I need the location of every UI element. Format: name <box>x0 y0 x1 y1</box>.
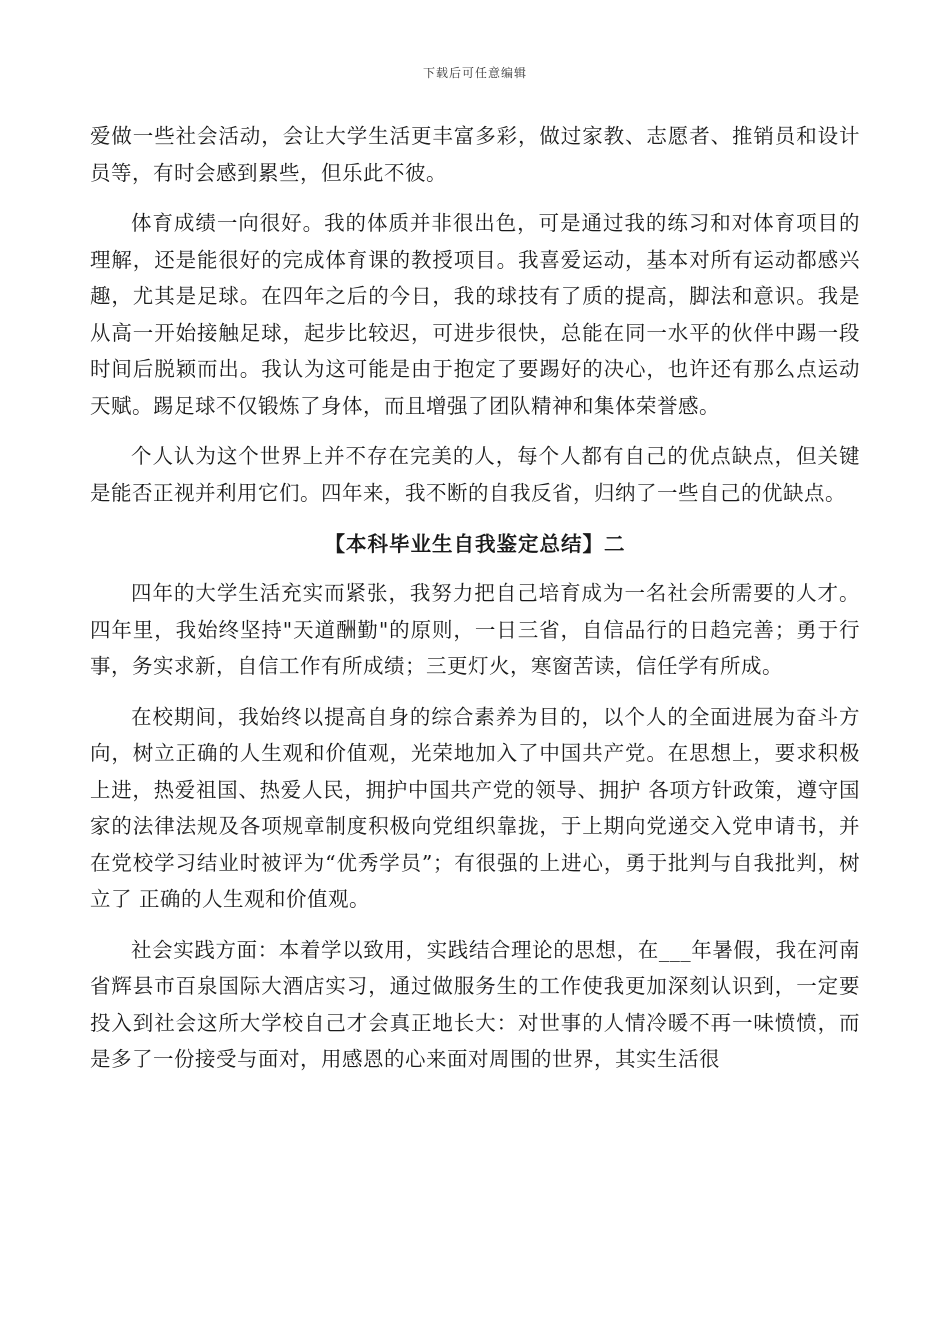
page-header: 下载后可任意编辑 <box>422 66 527 80</box>
paragraph-continued: 爱做一些社会活动，会让大学生活更丰富多彩，做过家教、志愿者、推销员和设计员等，有时会感到累些，但乐此不彼。 <box>90 124 860 185</box>
paragraph-university-life: 四年的大学生活充实而紧张，我努力把自己培育成为一名社会所需要的人才。四年里，我始终坚持"天道酬勤"的原则，一日三省，自信品行的日趋完善；勇于行事，务实求新，自信工作有所成绩；三更灯火，寒窗苦读，信任学有所成。 <box>90 581 860 678</box>
section-title: 【本科毕业生自我鉴定总结】二 <box>324 532 626 556</box>
paragraph-social-practice: 社会实践方面：本着学以致用，实践结合理论的思想，在___年暑假，我在河南省辉县市百泉国际大酒店实习，通过做服务生的工作使我更加深刻认识到，一定要投入到社会这所大学校自己才会真正地长大：对世事的人情冷暖不再一味愤愤，而是多了一份接受与面对，用感恩的心来面对周围的世界，其实生活很 <box>90 937 860 1071</box>
paragraph-political-thought: 在校期间，我始终以提高自身的综合素养为目的，以个人的全面进展为奋斗方向，树立正确的人生观和价值观，光荣地加入了中国共产党。在思想上，要求积极上进，热爱祖国、热爱人民，拥护中国共产党的领导、拥护 各项方针政策，遵守国家的法律法规及各项规章制度积极向党组织靠拢，于上期向党递交入党申请书，并在党校学习结业时被评为“优秀学员”；有很强的上进心，勇于批判与自我批判，树立了 正确的人生观和价值观。 <box>90 704 860 911</box>
paragraph-self-reflection: 个人认为这个世界上并不存在完美的人，每个人都有自己的优点缺点，但关键是能否正视并利用它们。四年来，我不断的自我反省，归纳了一些自己的优缺点。 <box>90 444 860 505</box>
document-body <box>90 118 860 1092</box>
paragraph-sports: 体育成绩一向很好。我的体质并非很出色，可是通过我的练习和对体育项目的理解，还是能很好的完成体育课的教授项目。我喜爱运动，基本对所有运动都感兴趣，尤其是足球。在四年之后的今日，我的球技有了质的提高，脚法和意识。我是从高一开始接触足球，起步比较迟，可进步很快，总能在同一水平的伙伴中踢一段时间后脱颖而出。我认为这可能是由于抱定了要踢好的决心，也许还有那么点运动天赋。踢足球不仅锻炼了身体，而且增强了团队精神和集体荣誉感。 <box>90 211 860 418</box>
